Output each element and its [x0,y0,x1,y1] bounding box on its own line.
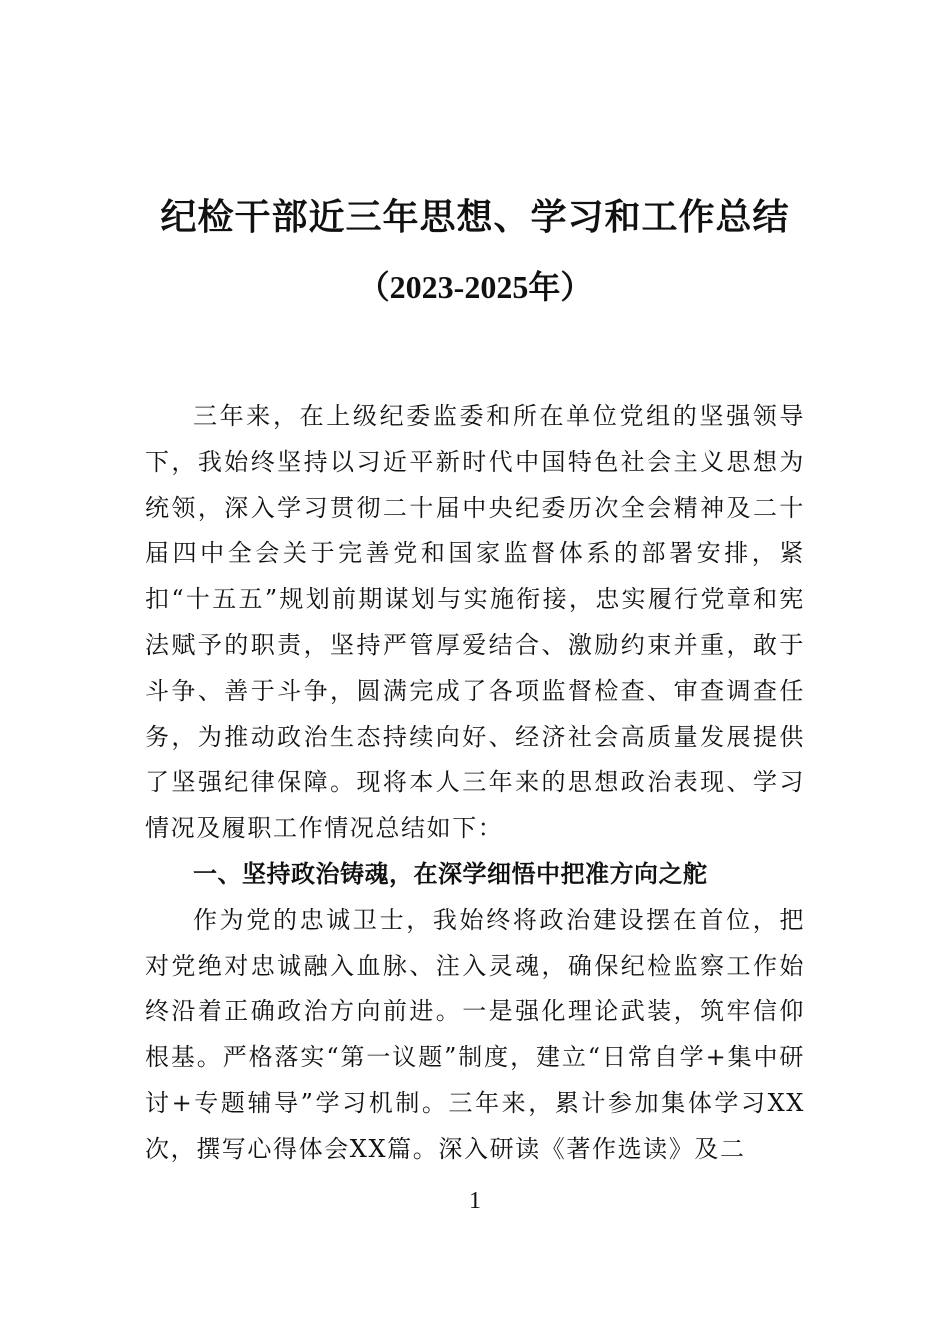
document-body [145,394,805,1173]
document-title: 纪检干部近三年思想、学习和工作总结 [160,196,790,238]
section-heading: 一、坚持政治铸魂，在深学细悟中把准方向之舵 [193,859,708,888]
intro-paragraph: 三年来，在上级纪委监委和所在单位党组的坚强领导下，我始终坚持以习近平新时代中国特色社会主义思想为统领，深入学习贯彻二十届中央纪委历次全会精神及二十届四中全会关于完善党和国家监督体系的部署安排，紧扣“十五五”规划前期谋划与实施衔接，忠实履行党章和宪法赋予的职责，坚持严管厚爱结合、激励约束并重，敢于斗争、善于斗争，圆满完成了各项监督检查、审查调查任务，为推动政治生态持续向好、经济社会高质量发展提供了坚强纪律保障。现将本人三年来的思想政治表现、学习情况及履职工作情况总结如下： [145,402,805,843]
section-paragraph: 作为党的忠诚卫士，我始终将政治建设摆在首位，把对党绝对忠诚融入血脉、注入灵魂，确保纪检监察工作始终沿着正确政治方向前进。一是强化理论武装，筑牢信仰根基。严格落实“第一议题”制度，建立“日常自学+集中研讨+专题辅导”学习机制。三年来，累计参加集体学习XX次，撰写心得体会XX篇。深入研读《著作选读》及二 [145,905,805,1163]
page-number: 1 [469,1188,481,1214]
document-subtitle: （2023-2025年） [357,269,593,305]
